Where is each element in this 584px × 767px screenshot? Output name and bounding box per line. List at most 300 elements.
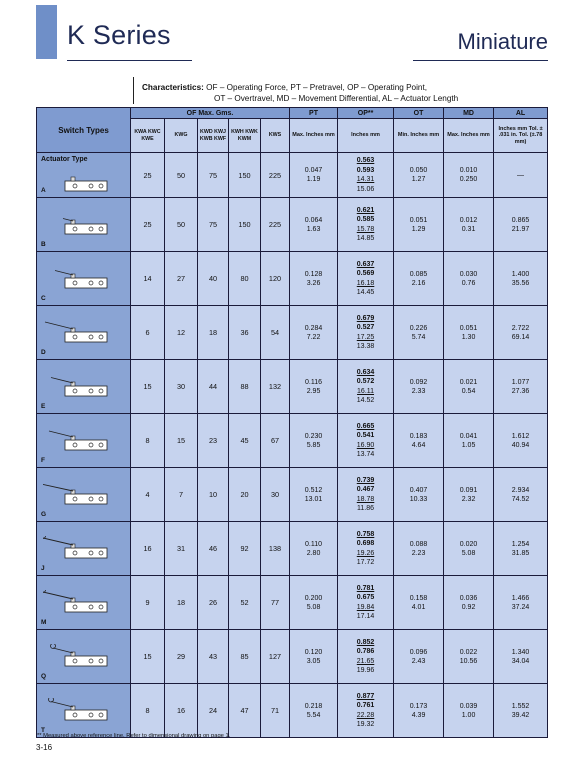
actuator-cell — [37, 522, 131, 576]
accent-bar — [36, 5, 57, 59]
overtravel-value — [394, 576, 444, 630]
op-inches-max: 0.563 — [356, 157, 375, 164]
pretravel-value-mm: 13.01 — [304, 495, 323, 503]
movement-differential-value-inches: 0.010 — [459, 167, 478, 174]
actuator-length-value — [494, 360, 548, 414]
movement-differential-value-mm: 0.54 — [461, 387, 476, 395]
op-inches-max: 0.665 — [356, 422, 375, 430]
op-mm-min: 13.38 — [356, 343, 375, 350]
overtravel-value — [394, 252, 444, 306]
operating-force-value: 31 — [165, 522, 198, 576]
op-mm-min: 13.74 — [356, 451, 375, 458]
operating-force-value: 50 — [165, 198, 198, 252]
overtravel-value-inches: 0.092 — [409, 378, 428, 386]
table-row — [37, 468, 548, 522]
overtravel-value-mm: 4.39 — [411, 711, 426, 719]
actuator-length-value-inches: 1.552 — [511, 702, 530, 710]
operating-point-value — [338, 468, 394, 522]
actuator-length-value-inches: 1.340 — [511, 648, 530, 656]
overtravel-value-mm: 1.29 — [411, 225, 426, 233]
operating-force-value: 6 — [131, 306, 165, 360]
movement-differential-value — [444, 252, 494, 306]
op-mm-min: 14.52 — [356, 397, 375, 404]
movement-differential-value — [444, 360, 494, 414]
operating-force-value: 25 — [131, 153, 165, 198]
operating-force-value: 16 — [165, 684, 198, 738]
op-mm-max: 19.26 — [356, 549, 375, 557]
pretravel-value — [290, 576, 338, 630]
operating-force-value: 54 — [261, 306, 290, 360]
movement-differential-value-inches: 0.012 — [459, 216, 478, 224]
movement-differential-value-inches: 0.020 — [459, 540, 478, 548]
operating-force-value: 18 — [198, 306, 229, 360]
actuator-letter: Q — [41, 673, 47, 680]
al-subheader: Inches mm Tol. ± .031 in. Tol. (±.78 mm) — [494, 119, 548, 153]
actuator-length-value-inches: 0.865 — [511, 216, 530, 224]
operating-point-value — [338, 522, 394, 576]
op-mm-max: 18.78 — [356, 495, 375, 503]
movement-differential-value — [444, 684, 494, 738]
pretravel-value — [290, 252, 338, 306]
table-row — [37, 684, 548, 738]
overtravel-value-mm: 2.33 — [411, 387, 426, 395]
table-row — [37, 522, 548, 576]
movement-differential-value — [444, 630, 494, 684]
actuator-letter: T — [41, 727, 45, 734]
characteristics-line1: OF – Operating Force, PT – Pretravel, OP – Operating Point, — [206, 83, 428, 92]
op-inches-max: 0.852 — [356, 638, 375, 646]
operating-force-value: 138 — [261, 522, 290, 576]
overtravel-value-mm: 5.74 — [411, 333, 426, 341]
operating-force-value: 77 — [261, 576, 290, 630]
actuator-length-value-inches: 1.612 — [511, 432, 530, 440]
switch-drawing-icon — [43, 266, 123, 300]
actuator-length-value-mm: 39.42 — [511, 711, 530, 719]
movement-differential-value-mm: 1.05 — [461, 441, 476, 449]
actuator-length-value — [494, 252, 548, 306]
movement-differential-value-mm: 10.56 — [459, 657, 478, 665]
actuator-letter: J — [41, 565, 45, 572]
switch-drawing-icon — [43, 212, 123, 246]
overtravel-value-mm: 2.16 — [411, 279, 426, 287]
operating-force-value: 8 — [131, 414, 165, 468]
actuator-length-value-inches: 2.722 — [511, 324, 530, 332]
pretravel-value-mm: 5.85 — [306, 441, 321, 449]
ot-header: OT — [394, 108, 444, 119]
operating-force-value: 30 — [165, 360, 198, 414]
title-underline — [67, 60, 192, 61]
actuator-type-label: Actuator Type — [41, 156, 88, 163]
operating-force-value: 150 — [229, 153, 261, 198]
actuator-cell — [37, 252, 131, 306]
overtravel-value-mm: 4.64 — [411, 441, 426, 449]
movement-differential-value-inches: 0.022 — [459, 648, 478, 656]
actuator-length-value-inches: 1.254 — [511, 540, 530, 548]
actuator-length-value — [494, 153, 548, 198]
actuator-length-value-inches: — — [517, 171, 525, 179]
actuator-letter: A — [41, 187, 46, 194]
operating-force-value: 27 — [165, 252, 198, 306]
operating-force-value: 15 — [131, 630, 165, 684]
movement-differential-value-mm: 0.76 — [461, 279, 476, 287]
movement-differential-value — [444, 306, 494, 360]
table-row — [37, 576, 548, 630]
pretravel-value-mm: 2.95 — [306, 387, 321, 395]
pretravel-value — [290, 360, 338, 414]
op-inches-min: 0.593 — [356, 166, 375, 174]
switch-drawing-icon — [43, 320, 123, 354]
overtravel-value — [394, 684, 444, 738]
overtravel-value-inches: 0.173 — [409, 702, 428, 710]
actuator-cell — [37, 414, 131, 468]
actuator-cell — [37, 468, 131, 522]
movement-differential-value-mm: 0.31 — [461, 225, 476, 233]
actuator-cell — [37, 306, 131, 360]
table-row — [37, 630, 548, 684]
operating-force-value: 14 — [131, 252, 165, 306]
movement-differential-value-mm: 0.92 — [461, 603, 476, 611]
pretravel-value — [290, 684, 338, 738]
movement-differential-value-mm: 0.250 — [459, 176, 478, 183]
actuator-letter: E — [41, 403, 46, 410]
overtravel-value-inches: 0.096 — [409, 648, 428, 656]
overtravel-value — [394, 153, 444, 198]
op-mm-max: 15.78 — [356, 225, 375, 233]
operating-force-value: 40 — [198, 252, 229, 306]
op-inches-min: 0.572 — [356, 378, 375, 385]
op-mm-min: 11.86 — [357, 505, 375, 512]
operating-force-value: 23 — [198, 414, 229, 468]
actuator-length-value-mm: 37.24 — [511, 603, 530, 611]
overtravel-value-mm: 2.43 — [411, 657, 426, 665]
overtravel-value — [394, 360, 444, 414]
pretravel-value-mm: 5.08 — [306, 603, 321, 611]
movement-differential-value — [444, 468, 494, 522]
operating-force-value: 20 — [229, 468, 261, 522]
table-row — [37, 414, 548, 468]
of-subheader: KWH KWK KWM — [229, 119, 261, 153]
operating-force-value: 7 — [165, 468, 198, 522]
switch-drawing-icon — [43, 428, 123, 462]
op-inches-min: 0.675 — [356, 594, 375, 601]
operating-point-value — [338, 252, 394, 306]
actuator-length-value-mm: 34.04 — [511, 657, 530, 665]
pretravel-value-inches: 0.064 — [304, 216, 323, 224]
actuator-length-value — [494, 684, 548, 738]
op-inches-min: 0.698 — [356, 540, 375, 547]
movement-differential-value-mm: 1.30 — [461, 333, 476, 341]
actuator-length-value — [494, 198, 548, 252]
pt-subheader: Max. Inches mm — [290, 119, 338, 153]
op-mm-min: 19.96 — [356, 667, 375, 674]
switch-drawing-icon — [43, 698, 123, 732]
operating-force-value: 88 — [229, 360, 261, 414]
op-subheader: Inches mm — [338, 119, 394, 153]
operating-force-value: 16 — [131, 522, 165, 576]
operating-point-value — [338, 414, 394, 468]
operating-point-value — [338, 153, 394, 198]
movement-differential-value-inches: 0.030 — [459, 270, 478, 278]
movement-differential-value-mm: 1.00 — [461, 711, 476, 719]
of-subheader: KWD KWJ KWB KWF — [198, 119, 229, 153]
actuator-cell — [37, 684, 131, 738]
op-mm-min: 17.72 — [356, 559, 375, 566]
operating-force-value: 45 — [229, 414, 261, 468]
op-mm-max: 21.65 — [356, 657, 375, 665]
spec-table — [36, 107, 548, 738]
pretravel-value-inches: 0.200 — [304, 594, 323, 602]
operating-force-value: 50 — [165, 153, 198, 198]
overtravel-value-inches: 0.407 — [409, 486, 428, 494]
of-subheader: KWS — [261, 119, 290, 153]
pretravel-value-inches: 0.110 — [305, 540, 323, 548]
operating-force-value: 30 — [261, 468, 290, 522]
overtravel-value — [394, 306, 444, 360]
operating-force-value: 71 — [261, 684, 290, 738]
actuator-cell — [37, 198, 131, 252]
movement-differential-value-inches: 0.041 — [459, 432, 478, 440]
actuator-length-value — [494, 414, 548, 468]
operating-force-value: 43 — [198, 630, 229, 684]
actuator-length-value-inches: 1.077 — [511, 378, 530, 386]
operating-force-value: 67 — [261, 414, 290, 468]
operating-force-value: 80 — [229, 252, 261, 306]
op-mm-min: 17.14 — [356, 613, 375, 620]
pretravel-value-mm: 2.80 — [306, 549, 321, 557]
movement-differential-value — [444, 576, 494, 630]
operating-force-value: 120 — [261, 252, 290, 306]
overtravel-value — [394, 468, 444, 522]
characteristics-legend — [142, 82, 458, 104]
pretravel-value — [290, 522, 338, 576]
operating-force-value: 15 — [165, 414, 198, 468]
movement-differential-value-inches: 0.091 — [459, 486, 478, 494]
operating-force-value: 225 — [261, 153, 290, 198]
op-inches-max: 0.758 — [356, 530, 375, 538]
overtravel-value — [394, 198, 444, 252]
switch-drawing-icon — [43, 590, 123, 624]
op-mm-max: 16.11 — [357, 387, 375, 395]
operating-force-value: 150 — [229, 198, 261, 252]
operating-force-value: 92 — [229, 522, 261, 576]
actuator-length-value-mm: 27.36 — [511, 387, 530, 395]
operating-force-value: 36 — [229, 306, 261, 360]
pretravel-value-inches: 0.218 — [304, 702, 323, 710]
operating-force-value: 127 — [261, 630, 290, 684]
operating-force-value: 24 — [198, 684, 229, 738]
overtravel-value — [394, 630, 444, 684]
overtravel-value-mm: 2.23 — [411, 549, 426, 557]
operating-force-value: 52 — [229, 576, 261, 630]
switch-types-header: Switch Types — [37, 108, 131, 153]
operating-force-value: 44 — [198, 360, 229, 414]
pretravel-value-inches: 0.512 — [304, 486, 323, 494]
overtravel-value-mm: 1.27 — [411, 176, 426, 183]
actuator-letter: C — [41, 295, 46, 302]
op-mm-max: 19.84 — [356, 603, 375, 611]
operating-point-value — [338, 198, 394, 252]
of-subheader: KWG — [165, 119, 198, 153]
overtravel-value — [394, 414, 444, 468]
op-mm-min: 14.45 — [356, 289, 375, 296]
actuator-length-value-mm: 31.85 — [511, 549, 530, 557]
overtravel-value-inches: 0.088 — [409, 540, 428, 548]
operating-force-value: 9 — [131, 576, 165, 630]
movement-differential-value — [444, 522, 494, 576]
pretravel-value — [290, 198, 338, 252]
overtravel-value-inches: 0.158 — [409, 594, 428, 602]
page-subtitle: Miniature — [457, 29, 548, 54]
actuator-cell — [37, 153, 131, 198]
pretravel-value — [290, 306, 338, 360]
pretravel-value-mm: 5.54 — [306, 711, 321, 719]
op-inches-max: 0.781 — [356, 584, 375, 592]
operating-point-value — [338, 360, 394, 414]
movement-differential-value-inches: 0.039 — [459, 702, 478, 710]
pretravel-value-inches: 0.047 — [304, 167, 323, 174]
operating-force-value: 10 — [198, 468, 229, 522]
pretravel-value-inches: 0.120 — [304, 648, 323, 656]
actuator-length-value-mm: 69.14 — [511, 333, 530, 341]
pretravel-value — [290, 468, 338, 522]
op-inches-max: 0.621 — [356, 206, 375, 214]
operating-force-value: 132 — [261, 360, 290, 414]
actuator-length-value — [494, 468, 548, 522]
of-subheader: KWA KWC KWE — [131, 119, 165, 153]
pt-header: PT — [290, 108, 338, 119]
operating-point-value — [338, 684, 394, 738]
operating-force-value: 47 — [229, 684, 261, 738]
operating-force-value: 4 — [131, 468, 165, 522]
footnote: ** Measured above reference line. Refer to dimensional drawing on page 1. — [37, 733, 231, 739]
actuator-length-value-mm: 40.94 — [511, 441, 530, 449]
md-subheader: Max. Inches mm — [444, 119, 494, 153]
actuator-length-value-inches: 2.934 — [511, 486, 530, 494]
ot-subheader: Min. Inches mm — [394, 119, 444, 153]
actuator-letter: M — [41, 619, 47, 626]
pretravel-value-inches: 0.284 — [304, 324, 323, 332]
movement-differential-value-mm: 2.32 — [461, 495, 476, 503]
actuator-length-value — [494, 522, 548, 576]
operating-force-value: 46 — [198, 522, 229, 576]
operating-force-value: 85 — [229, 630, 261, 684]
operating-force-value: 75 — [198, 153, 229, 198]
op-inches-min: 0.585 — [356, 216, 375, 223]
op-mm-max: 14.31 — [356, 176, 375, 183]
pretravel-value-mm: 3.05 — [306, 657, 321, 665]
table-row — [37, 252, 548, 306]
overtravel-value — [394, 522, 444, 576]
table-row — [37, 360, 548, 414]
pretravel-value-mm: 1.63 — [306, 225, 321, 233]
operating-force-value: 12 — [165, 306, 198, 360]
op-mm-max: 17.25 — [356, 333, 375, 341]
actuator-length-value-inches: 1.400 — [511, 270, 530, 278]
operating-force-value: 75 — [198, 198, 229, 252]
operating-point-value — [338, 306, 394, 360]
overtravel-value-mm: 10.33 — [409, 495, 428, 503]
op-mm-min: 15.06 — [356, 185, 375, 193]
actuator-length-value — [494, 576, 548, 630]
actuator-length-value-inches: 1.466 — [511, 594, 530, 602]
spec-table-body — [37, 153, 548, 738]
switch-drawing-icon — [43, 536, 123, 570]
pretravel-value-inches: 0.230 — [304, 432, 323, 440]
md-header: MD — [444, 108, 494, 119]
movement-differential-value — [444, 414, 494, 468]
actuator-cell — [37, 630, 131, 684]
switch-drawing-icon — [43, 374, 123, 408]
actuator-length-value-mm: 35.56 — [511, 279, 530, 287]
op-inches-min: 0.786 — [356, 648, 375, 655]
subtitle-underline — [413, 60, 548, 61]
overtravel-value-mm: 4.01 — [411, 603, 426, 611]
operating-force-value: 15 — [131, 360, 165, 414]
actuator-length-value-mm: 21.97 — [511, 225, 530, 233]
operating-point-value — [338, 576, 394, 630]
actuator-cell — [37, 360, 131, 414]
table-row — [37, 153, 548, 198]
switch-drawing-icon — [43, 482, 123, 516]
op-inches-min: 0.527 — [356, 324, 375, 331]
table-row — [37, 306, 548, 360]
op-inches-min: 0.467 — [356, 486, 375, 493]
actuator-letter: B — [41, 241, 46, 248]
actuator-length-value — [494, 306, 548, 360]
operating-force-value: 18 — [165, 576, 198, 630]
pretravel-value-mm: 3.26 — [306, 279, 321, 287]
overtravel-value-inches: 0.183 — [409, 432, 428, 440]
movement-differential-value — [444, 198, 494, 252]
characteristics-label: Characteristics: — [142, 83, 204, 92]
movement-differential-value — [444, 153, 494, 198]
operating-force-value: 225 — [261, 198, 290, 252]
overtravel-value-inches: 0.051 — [409, 216, 428, 224]
op-inches-max: 0.877 — [356, 692, 375, 700]
pretravel-value-mm: 7.22 — [306, 333, 321, 341]
movement-differential-value-inches: 0.051 — [459, 324, 478, 332]
operating-force-value: 26 — [198, 576, 229, 630]
of-header: OF Max. Gms. — [131, 108, 290, 119]
movement-differential-value-inches: 0.036 — [459, 594, 478, 602]
overtravel-value-inches: 0.050 — [409, 167, 428, 174]
movement-differential-value-mm: 5.08 — [461, 549, 476, 557]
pretravel-value — [290, 414, 338, 468]
overtravel-value-inches: 0.085 — [409, 270, 428, 278]
page-title: K Series — [67, 20, 171, 50]
op-inches-min: 0.569 — [356, 270, 375, 277]
op-mm-min: 19.32 — [356, 721, 375, 728]
op-inches-max: 0.679 — [356, 314, 375, 322]
actuator-length-value-mm: 74.52 — [511, 495, 530, 503]
op-mm-min: 14.85 — [356, 235, 375, 242]
operating-point-value — [338, 630, 394, 684]
actuator-letter: F — [41, 457, 45, 464]
pretravel-value-inches: 0.128 — [304, 270, 323, 278]
pretravel-value-inches: 0.116 — [305, 378, 323, 386]
characteristics-divider — [133, 77, 134, 104]
op-inches-max: 0.634 — [356, 368, 375, 376]
pretravel-value-mm: 1.19 — [306, 176, 321, 183]
op-inches-min: 0.761 — [356, 702, 375, 709]
actuator-letter: D — [41, 349, 46, 356]
op-mm-max: 16.90 — [356, 441, 375, 449]
al-header: AL — [494, 108, 548, 119]
actuator-cell — [37, 576, 131, 630]
page-number: 3-16 — [36, 743, 53, 752]
characteristics-line2: OT – Overtravel, MD – Movement Differential, AL – Actuator Length — [214, 94, 459, 103]
op-mm-max: 22.28 — [356, 711, 375, 719]
